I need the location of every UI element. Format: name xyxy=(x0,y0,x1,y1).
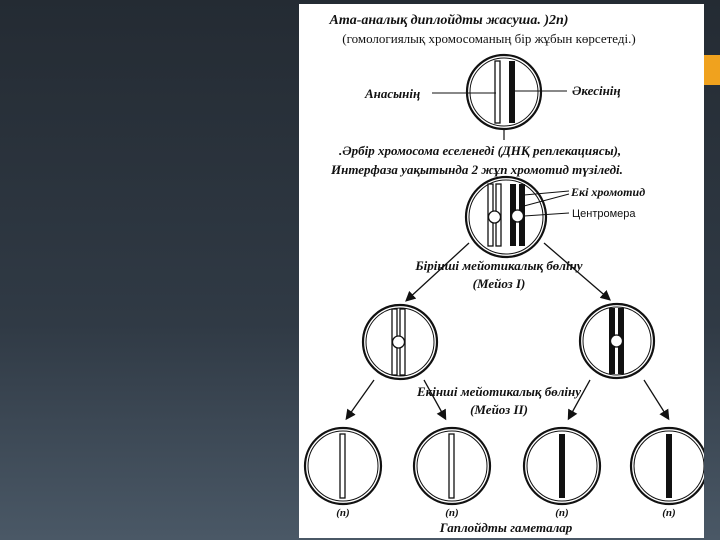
maternal-label: Анасынің xyxy=(365,86,421,101)
gamete-label-4: (n) xyxy=(662,507,676,519)
gamete-label-2: (n) xyxy=(445,507,459,519)
title-line-1: Ата-аналық диплойдты жасуша. )2n) xyxy=(329,13,569,28)
arrow-to-gamete-4 xyxy=(644,380,668,418)
parent-diploid-cell xyxy=(467,55,541,129)
gamete-cell-3 xyxy=(524,428,600,504)
meiosis-diagram-sheet xyxy=(299,4,704,538)
daughter-cell-left xyxy=(363,305,437,379)
paternal-chromosome xyxy=(509,61,515,123)
meiosis-diagram xyxy=(299,4,704,538)
meiosis-2-caption-1: Екінші мейотикалық бөліну xyxy=(416,384,582,399)
meiosis-1-caption-2: (Мейоз I) xyxy=(472,276,526,291)
replicated-cell xyxy=(466,177,546,257)
title-line-2: (гомологиялық хромосоманың бір жұбын көрсетеді.) xyxy=(342,31,636,46)
paternal-centromere xyxy=(512,210,524,222)
meiosis-1-caption-1: Бірінші мейотикалық бөліну xyxy=(415,258,583,273)
replication-caption-2: Интерфаза уақытында 2 жұп хромотид түзіледі. xyxy=(331,162,623,177)
maternal-chromosome xyxy=(495,61,500,123)
replication-caption-1: .Әрбір хромосома еселенеді (ДНҚ реплекациясы), xyxy=(339,143,622,158)
two-chromatids-label: Екі хромотид xyxy=(571,185,646,199)
gamete-label-3: (n) xyxy=(555,507,569,519)
centromere-label: Центромера xyxy=(572,208,636,220)
gamete-label-1: (n) xyxy=(336,507,350,519)
gamete-cell-4 xyxy=(631,428,704,504)
gamete-cell-2 xyxy=(414,428,490,504)
meiosis-2-caption-2: (Мейоз II) xyxy=(470,402,528,417)
gametes-caption: Гаплойдты гаметалар xyxy=(439,520,573,535)
gamete-cell-1 xyxy=(305,428,381,504)
paternal-label: Әкесінің xyxy=(572,83,621,98)
maternal-centromere xyxy=(489,211,501,223)
slide-accent-bar xyxy=(702,55,720,85)
arrow-to-gamete-1 xyxy=(347,380,374,418)
daughter-cell-right xyxy=(580,304,654,378)
